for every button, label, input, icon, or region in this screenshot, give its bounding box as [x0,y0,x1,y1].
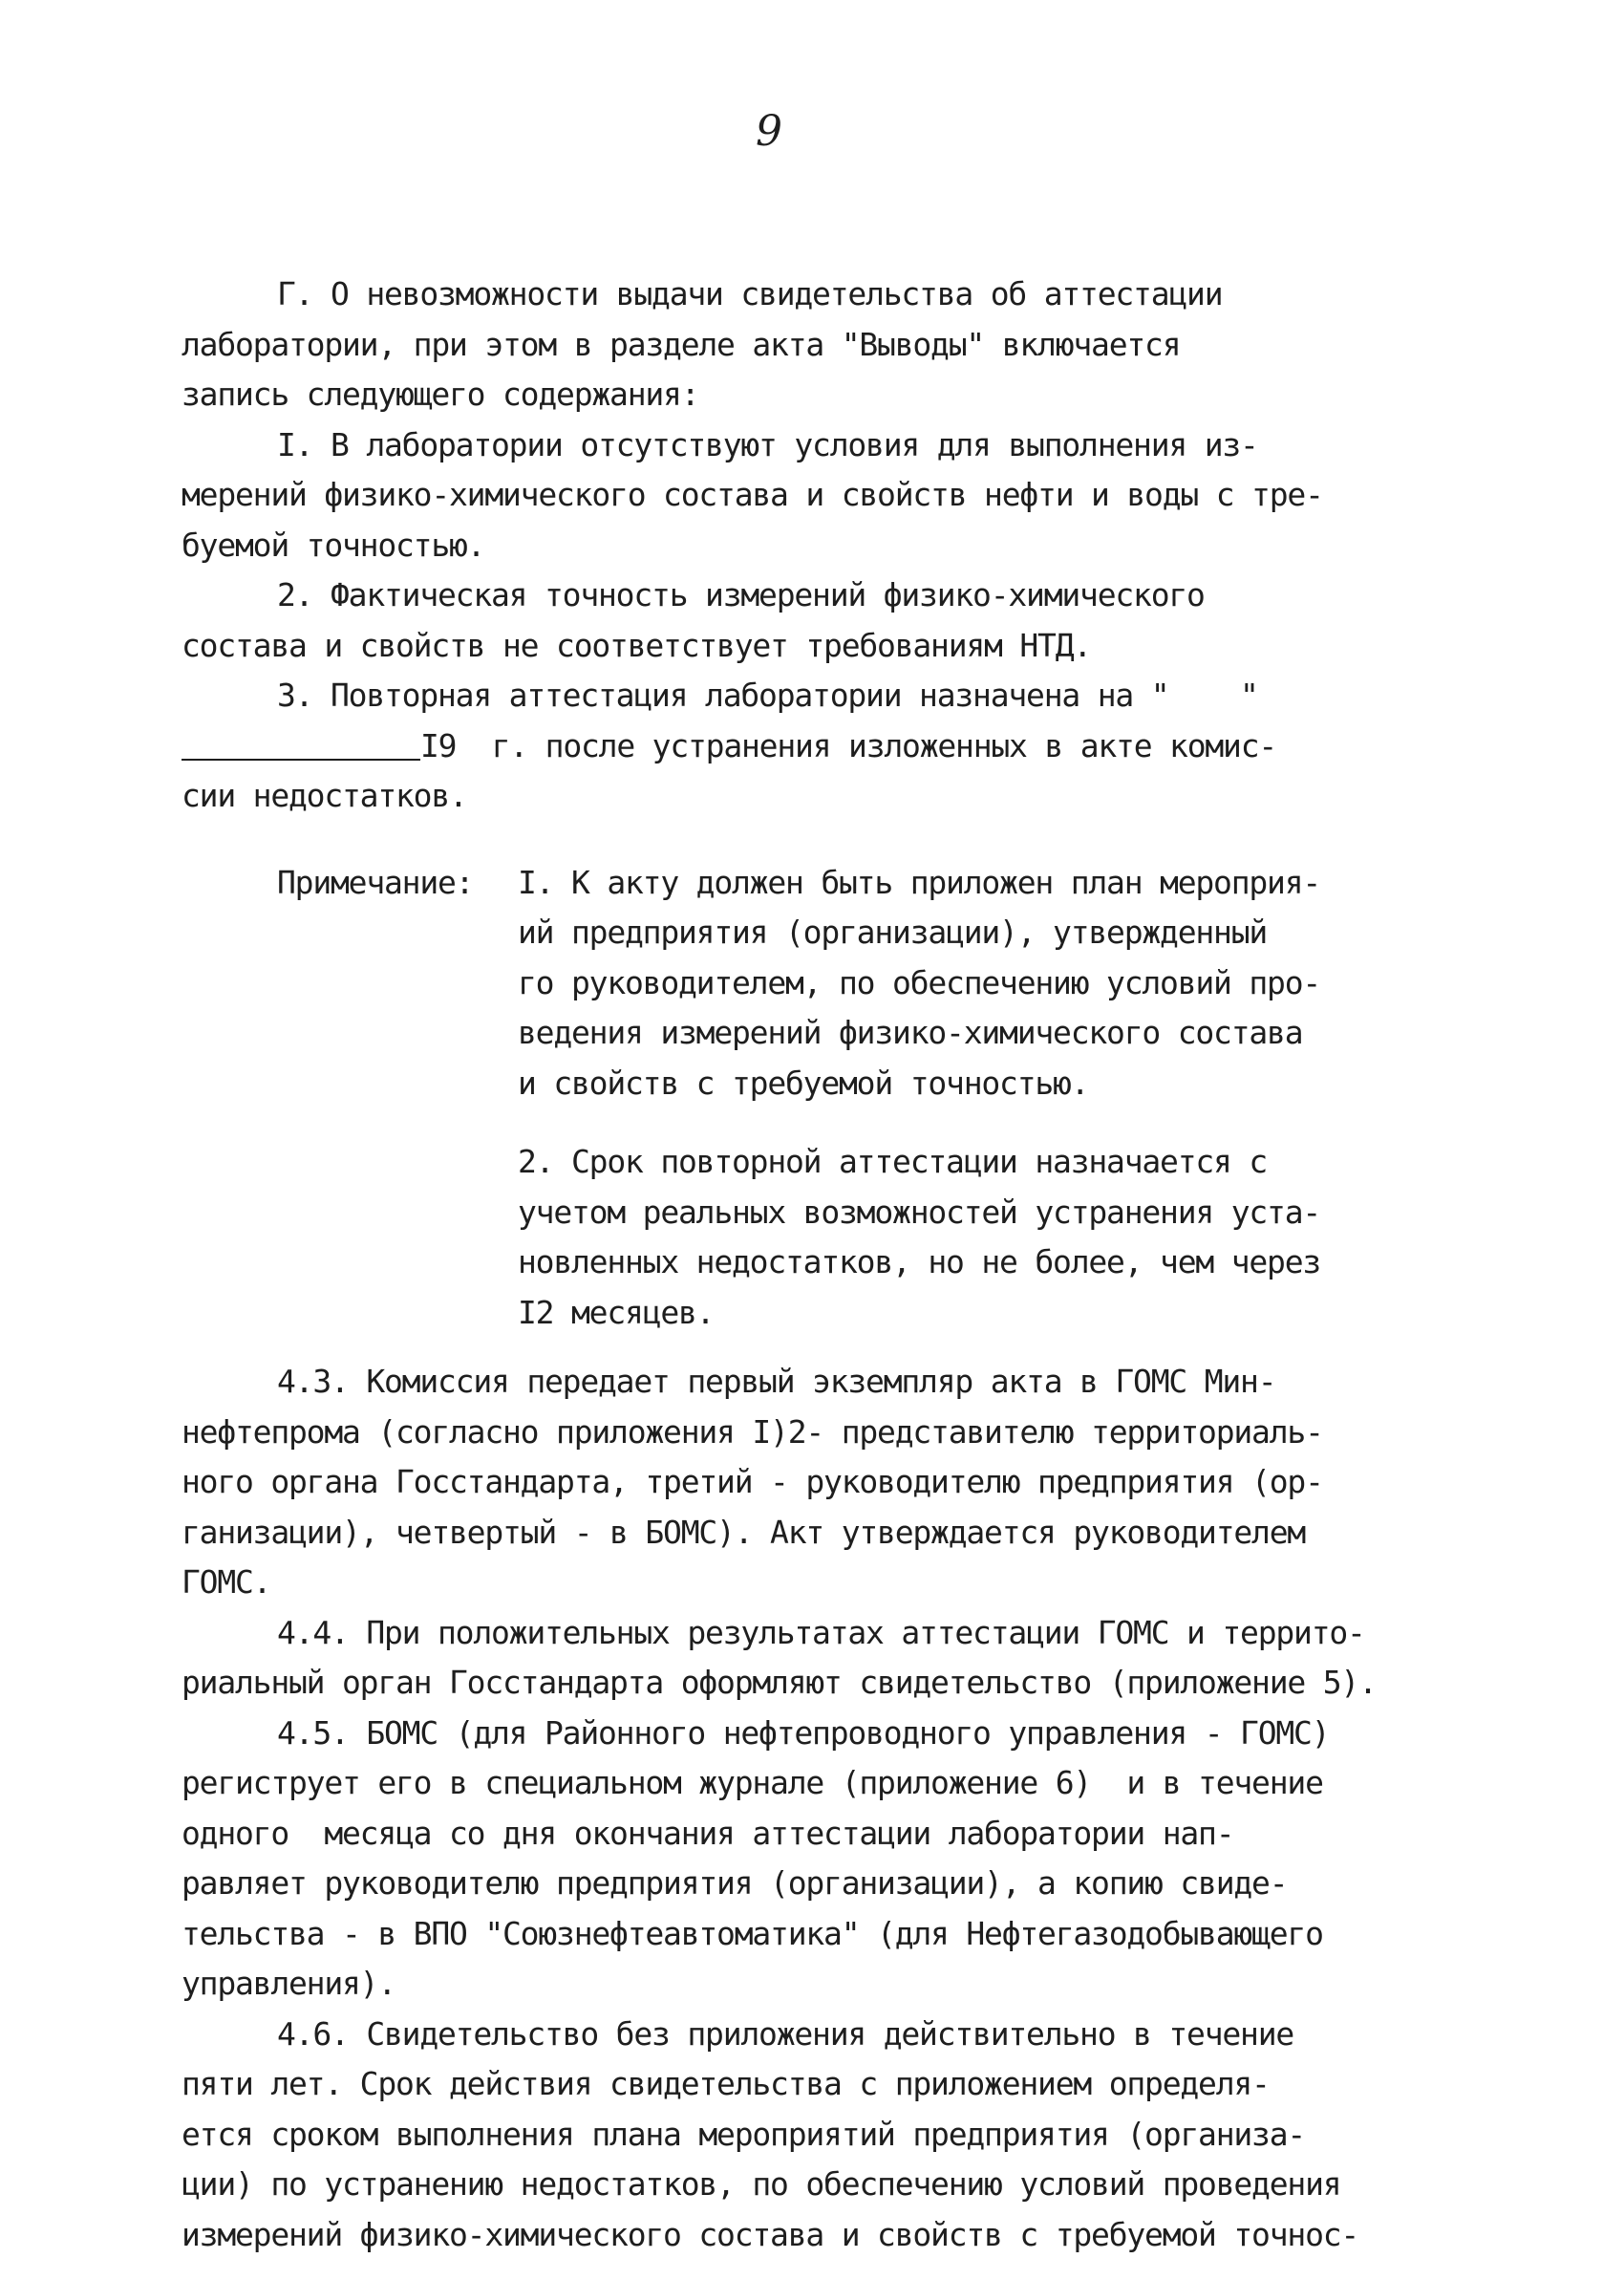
paragraph-line: риальный орган Госстандарта оформляют свидетельство (приложение 5). [182,1664,1377,1701]
note-item-line: и свойств с требуемой точностью. [518,1064,1089,1102]
note-item-line: I2 месяцев. [518,1293,715,1331]
note-item-line: учетом реальных возможностей устранения уста- [518,1193,1321,1231]
paragraph-line: ется сроком выполнения плана мероприятий предприятия (организа- [182,2115,1306,2153]
note-item-line: го руководителем, по обеспечению условий про- [518,963,1321,1001]
note-item-line: ий предприятия (организации), утвержденный [518,914,1268,951]
paragraph-line: измерений физико-химического состава и свойств с требуемой точнос- [182,2215,1359,2253]
item-1-line: мерений физико-химического состава и свойств нефти и воды с тре- [182,476,1323,513]
paragraph-line: региструет его в специальном журнале (приложение 6) и в течение [182,1764,1323,1801]
note-item-line: 2. Срок повторной аттестации назначается с [518,1143,1268,1180]
paragraph-line: 4.4. При положительных результатах аттестации ГОМС и террито- [277,1613,1365,1651]
item-1-line: буемой точностью. [182,526,485,564]
note-item-1 [518,858,1481,1109]
section-g-line: запись следующего содержания: [182,376,699,413]
item-3-line-with-blank [182,721,1481,772]
paragraph-4-4 [182,1608,1481,1709]
paragraph-4-3 [182,1357,1481,1608]
section-g-line: лаборатории, при этом в разделе акта "Выводы" включается [182,325,1181,363]
paragraph-line: ции) по устранению недостатков, по обеспечению условий проведения [182,2165,1341,2203]
paragraph-line: одного месяца со дня окончания аттестации лаборатории нап- [182,1814,1234,1852]
item-3-line: сии недостатков. [182,777,467,814]
section-g-line: Г. О невозможности выдачи свидетельства об аттестации [277,275,1223,312]
page-number: 9 [756,107,782,156]
note-item-line: новленных недостатков, но не более, чем через [518,1243,1321,1280]
note-items [518,858,1481,1339]
paragraph-line: ного органа Госстандарта, третий - руководителю предприятия (ор- [182,1463,1323,1500]
paragraph-line: ганизации), четвертый - в БОМС). Акт утверждается руководителем [182,1513,1306,1551]
paragraph-line: 4.5. БОМС (для Районного нефтепроводного управления - ГОМС) [277,1713,1330,1752]
note-block [182,858,1481,1339]
paragraph-line: пяти лет. Срок действия свидетельства с приложением определя- [182,2065,1270,2102]
note-item-2 [518,1137,1481,1338]
note-item-line: ведения измерений физико-химического состава [518,1014,1303,1051]
paragraph-line: равляет руководителю предприятия (организации), а копию свиде- [182,1864,1288,1902]
paragraph-4-5 [182,1709,1481,2010]
item-3-line: 3. Повторная аттестация лаборатории назначена на " " [277,677,1258,714]
item-1-line: I. В лаборатории отсутствуют условия для выполнения из- [277,425,1258,463]
note-item-line: I. К акту должен быть приложен план мероприя- [518,863,1321,901]
paragraph-line: тельства - в ВПО "Союзнефтеавтоматика" (для Нефтегазодобывающего [182,1914,1323,1952]
note-label: Примечание: [277,863,474,901]
date-blank-underline [182,724,420,761]
paragraph-4-6 [182,2010,1481,2261]
paragraph-line: управления). [182,1965,396,2002]
document-body [182,269,1481,2260]
paragraph-line: нефтепрома (согласно приложения I)2- представителю территориаль- [182,1412,1323,1451]
paragraph-line: 4.3. Комиссия передает первый экземпляр акта в ГОМС Мин- [277,1363,1276,1400]
item-2-line: состава и свойств не соответствует требованиям НТД. [182,626,1092,664]
item-3-line-text: I9 г. после устранения изложенных в акте комис- [420,726,1277,764]
paragraph-line: ГОМС. [182,1563,271,1601]
paragraph-line: 4.6. Свидетельство без приложения действительно в течение [277,2014,1294,2053]
item-2-line: 2. Фактическая точность измерений физико-химического [277,576,1205,613]
